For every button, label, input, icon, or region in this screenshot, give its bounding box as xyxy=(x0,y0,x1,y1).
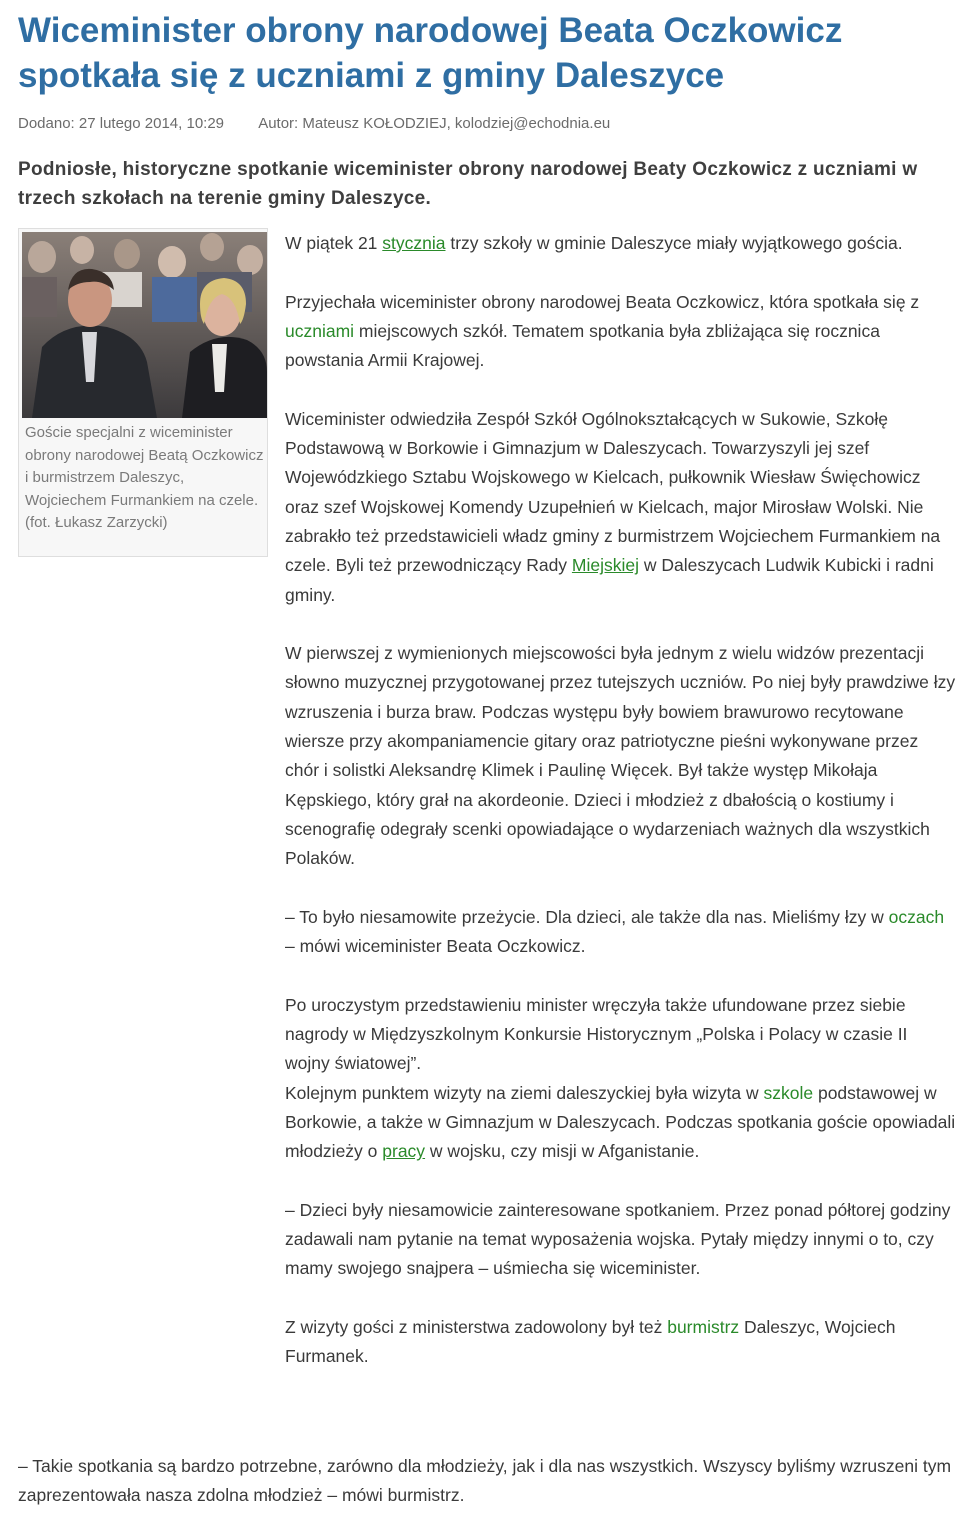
keyword-burmistrz[interactable]: burmistrz xyxy=(667,1316,740,1337)
paragraph xyxy=(285,229,957,258)
paragraph-text: podstawowej w Borkowie, a także w Gimnazjum w Daleszycach. Podczas spotkania goście opowiadali młodzieży o xyxy=(285,1082,956,1162)
author-info: Autor: Mateusz KOŁODZIEJ, kolodziej@echodnia.eu xyxy=(258,115,611,132)
paragraph-text: Daleszyc, Wojciech Furmanek. xyxy=(285,1316,896,1367)
keyword-link-miejskiej[interactable]: Miejskiej xyxy=(571,555,640,576)
paragraph-text: Przyjechała wiceminister obrony narodowej Beata Oczkowicz, która spotkała się z xyxy=(285,291,920,312)
keyword-uczniami[interactable]: uczniami xyxy=(285,320,355,341)
paragraph-text: – mówi wiceminister Beata Oczkowicz. xyxy=(285,936,586,957)
paragraph-text: – To było niesamowite przeżycie. Dla dzieci, ale także dla nas. Mieliśmy łzy w xyxy=(285,906,889,927)
article-title: Wiceminister obrony narodowej Beata Oczkowicz spotkała się z uczniami z gminy Daleszyce xyxy=(18,11,843,95)
photo-caption: Goście specjalni z wiceminister obrony narodowej Beatą Oczkowicz i burmistrzem Daleszyc, Wojciechem Furmankiem na czele. (fot. Łukasz Zarzycki) xyxy=(25,424,264,531)
keyword-oczach[interactable]: oczach xyxy=(888,906,945,927)
publish-date: Dodano: 27 lutego 2014, 10:29 xyxy=(18,115,225,132)
paragraph xyxy=(285,1079,957,1167)
article-meta xyxy=(18,114,610,134)
paragraph-text: Z wizyty gości z ministerstwa zadowolony był też xyxy=(285,1316,668,1337)
paragraph xyxy=(285,288,957,376)
paragraph xyxy=(285,405,957,610)
paragraph-text: miejscowych szkół. Tematem spotkania była zbliżająca się rocznica powstania Armii Krajowej. xyxy=(285,320,880,371)
paragraph-text: trzy szkoły w gminie Daleszyce miały wyjątkowego gościa. xyxy=(445,233,903,253)
article-body xyxy=(285,229,957,1401)
paragraph-text: W piątek 21 xyxy=(285,233,383,253)
keyword-link-stycznia[interactable]: stycznia xyxy=(382,233,446,253)
quote-paragraph: – Dzieci były niesamowicie zainteresowane spotkaniem. Przez ponad półtorej godziny zadawali nam pytanie na temat wyposażenia wojska. Pytały między innymi o to, czy mamy swojego snajpera – uśmiecha się wiceminister. xyxy=(285,1199,951,1279)
closing-quote: – Takie spotkania są bardzo potrzebne, zarówno dla młodzieży, jak i dla nas wszystkich. Wszyscy byliśmy wzruszeni tym zaprezentowała nasza zdolna młodzież – mówi burmistrz. xyxy=(18,1456,952,1506)
paragraph: W pierwszej z wymienionych miejscowości była jednym z wielu widzów prezentacji słowno muzycznej przygotowanej przez tutejszych uczniów. Po niej były prawdziwe łzy wzruszenia i burza braw. Podczas występu były bowiem brawurowo recytowane wiersze przy akompaniamencie gitary oraz patriotyczne pieśni wykonywane przez chór i solistki Aleksandrę Klimek i Paulinę Więcek. Był także występ Mikołaja Kępskiego, który grał na akordeonie. Dzieci i młodzież z dbałością o kostiumy i scenografię odegrały scenki opowiadające o wydarzeniach ważnych dla wszystkich Polaków. xyxy=(285,643,956,869)
photo-box xyxy=(18,228,268,557)
paragraph-text: Kolejnym punktem wizyty na ziemi daleszyckiej była wizyta w xyxy=(285,1082,764,1103)
quote-paragraph xyxy=(285,903,957,962)
keyword-link-pracy[interactable]: pracy xyxy=(382,1141,426,1162)
article-photo[interactable] xyxy=(22,232,267,418)
paragraph-text: w wojsku, czy misji w Afganistanie. xyxy=(425,1141,700,1162)
paragraph-text: w Daleszycach Ludwik Kubicki i radni gminy. xyxy=(285,555,934,605)
keyword-szkole[interactable]: szkole xyxy=(763,1082,814,1103)
paragraph: Po uroczystym przedstawieniu minister wręczyła także ufundowane przez siebie nagrody w Międzyszkolnym Konkursie Historycznym „Polska i Polacy w czasie II wojny światowej”. xyxy=(285,994,908,1074)
article-lead: Podniosłe, historyczne spotkanie wiceminister obrony narodowej Beaty Oczkowicz z uczniami w trzech szkołach na terenie gminy Daleszyce. xyxy=(18,159,918,209)
paragraph xyxy=(285,1313,957,1372)
paragraph-text: Wiceminister odwiedziła Zespół Szkół Ogólnokształcących w Sukowie, Szkołę Podstawową w Borkowie i Gimnazjum w Daleszycach. Towarzyszyli jej szef Wojewódzkiego Sztabu Wojskowego w Kielcach, pułkownik Wiesław Święchowicz oraz szef Wojskowej Komendy Uzupełnień w Kielcach, major Mirosław Wolski. Nie zabrakło też przedstawicieli władz gminy z burmistrzem Wojciechem Furmankiem na czele. Byli też przewodniczący Rady xyxy=(285,408,941,576)
